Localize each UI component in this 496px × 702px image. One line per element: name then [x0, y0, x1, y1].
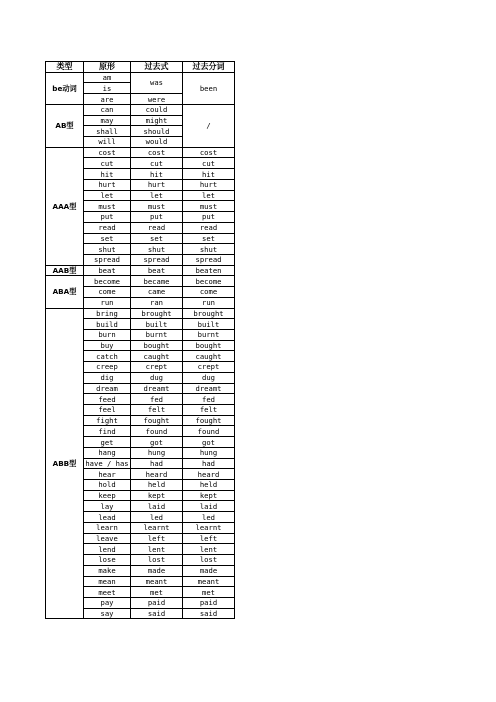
past-tense-cell: kept [131, 490, 183, 501]
table-row [46, 72, 235, 83]
past-tense-cell: read [131, 222, 183, 233]
past-participle-cell: beaten [183, 265, 235, 276]
header-type: 类型 [46, 62, 84, 73]
verb-type-cell: be动词 [46, 72, 84, 104]
past-tense-cell: built [131, 319, 183, 330]
base-form-cell: put [84, 212, 131, 223]
base-form-cell: dig [84, 372, 131, 383]
past-tense-cell: dug [131, 372, 183, 383]
past-tense-cell: fought [131, 415, 183, 426]
header-past-participle: 过去分词 [183, 62, 235, 73]
past-tense-cell: became [131, 276, 183, 287]
base-form-cell: lose [84, 555, 131, 566]
past-participle-cell: become [183, 276, 235, 287]
verb-type-cell: AAA型 [46, 147, 84, 265]
past-tense-cell: led [131, 512, 183, 523]
past-tense-cell: must [131, 201, 183, 212]
header-base-form: 原形 [84, 62, 131, 73]
past-tense-cell: let [131, 190, 183, 201]
base-form-cell: get [84, 437, 131, 448]
past-participle-cell: lost [183, 555, 235, 566]
past-participle-cell: left [183, 533, 235, 544]
verb-type-cell: ABB型 [46, 308, 84, 619]
past-tense-cell: had [131, 458, 183, 469]
base-form-cell: beat [84, 265, 131, 276]
base-form-cell: hurt [84, 179, 131, 190]
past-tense-cell: shut [131, 244, 183, 255]
base-form-cell: hang [84, 447, 131, 458]
base-form-cell: come [84, 287, 131, 298]
base-form-cell: cut [84, 158, 131, 169]
base-form-cell: learn [84, 522, 131, 533]
past-participle-cell: cut [183, 158, 235, 169]
base-form-cell: mean [84, 576, 131, 587]
base-form-cell: are [84, 94, 131, 105]
past-tense-cell: found [131, 426, 183, 437]
past-tense-cell: fed [131, 394, 183, 405]
base-form-cell: build [84, 319, 131, 330]
base-form-cell: may [84, 115, 131, 126]
base-form-cell: feel [84, 405, 131, 416]
past-participle-cell: crept [183, 362, 235, 373]
past-tense-cell: should [131, 126, 183, 137]
header-row [46, 62, 235, 73]
past-tense-cell: beat [131, 265, 183, 276]
table-row [46, 265, 235, 276]
past-tense-cell: came [131, 287, 183, 298]
past-participle-cell: kept [183, 490, 235, 501]
base-form-cell: find [84, 426, 131, 437]
base-form-cell: become [84, 276, 131, 287]
past-participle-cell: set [183, 233, 235, 244]
past-participle-cell: must [183, 201, 235, 212]
base-form-cell: dream [84, 383, 131, 394]
past-tense-cell: felt [131, 405, 183, 416]
past-tense-cell: learnt [131, 522, 183, 533]
past-tense-cell: caught [131, 351, 183, 362]
past-tense-cell: ran [131, 297, 183, 308]
past-participle-cell: had [183, 458, 235, 469]
base-form-cell: am [84, 72, 131, 83]
past-tense-cell: cut [131, 158, 183, 169]
table-header [46, 62, 235, 73]
past-tense-cell: was [131, 72, 183, 93]
past-participle-cell: bought [183, 340, 235, 351]
past-participle-cell: hurt [183, 179, 235, 190]
past-participle-cell: met [183, 587, 235, 598]
past-participle-cell: held [183, 480, 235, 491]
past-tense-cell: cost [131, 147, 183, 158]
past-participle-cell: put [183, 212, 235, 223]
past-participle-cell: felt [183, 405, 235, 416]
past-tense-cell: brought [131, 308, 183, 319]
past-tense-cell: got [131, 437, 183, 448]
base-form-cell: read [84, 222, 131, 233]
verb-forms-table [45, 61, 235, 619]
past-tense-cell: would [131, 137, 183, 148]
base-form-cell: shall [84, 126, 131, 137]
base-form-cell: let [84, 190, 131, 201]
past-participle-cell: found [183, 426, 235, 437]
past-participle-cell: brought [183, 308, 235, 319]
past-tense-cell: meant [131, 576, 183, 587]
base-form-cell: is [84, 83, 131, 94]
base-form-cell: lend [84, 544, 131, 555]
past-participle-cell: dug [183, 372, 235, 383]
past-participle-cell: caught [183, 351, 235, 362]
past-participle-cell: led [183, 512, 235, 523]
base-form-cell: can [84, 104, 131, 115]
verb-type-cell: ABA型 [46, 276, 84, 308]
table-row [46, 308, 235, 319]
past-participle-cell: hung [183, 447, 235, 458]
base-form-cell: fight [84, 415, 131, 426]
base-form-cell: shut [84, 244, 131, 255]
base-form-cell: leave [84, 533, 131, 544]
base-form-cell: keep [84, 490, 131, 501]
base-form-cell: lay [84, 501, 131, 512]
past-tense-cell: laid [131, 501, 183, 512]
past-participle-cell: cost [183, 147, 235, 158]
base-form-cell: feed [84, 394, 131, 405]
past-tense-cell: might [131, 115, 183, 126]
header-past-tense: 过去式 [131, 62, 183, 73]
past-tense-cell: lent [131, 544, 183, 555]
past-tense-cell: left [131, 533, 183, 544]
verb-type-cell: AB型 [46, 104, 84, 147]
base-form-cell: catch [84, 351, 131, 362]
past-participle-cell: paid [183, 597, 235, 608]
past-participle-cell: laid [183, 501, 235, 512]
past-participle-cell: hit [183, 169, 235, 180]
past-tense-cell: said [131, 608, 183, 619]
past-tense-cell: bought [131, 340, 183, 351]
past-participle-cell: let [183, 190, 235, 201]
base-form-cell: will [84, 137, 131, 148]
past-participle-cell: learnt [183, 522, 235, 533]
past-participle-cell: run [183, 297, 235, 308]
base-form-cell: must [84, 201, 131, 212]
past-tense-cell: put [131, 212, 183, 223]
past-tense-cell: burnt [131, 329, 183, 340]
base-form-cell: hit [84, 169, 131, 180]
past-participle-cell: fed [183, 394, 235, 405]
past-tense-cell: spread [131, 254, 183, 265]
base-form-cell: creep [84, 362, 131, 373]
past-tense-cell: were [131, 94, 183, 105]
past-participle-cell: made [183, 565, 235, 576]
past-tense-cell: lost [131, 555, 183, 566]
past-tense-cell: hit [131, 169, 183, 180]
base-form-cell: bring [84, 308, 131, 319]
verb-type-cell: AAB型 [46, 265, 84, 276]
past-tense-cell: set [131, 233, 183, 244]
base-form-cell: say [84, 608, 131, 619]
past-participle-cell: dreamt [183, 383, 235, 394]
past-participle-cell: been [183, 72, 235, 104]
past-participle-cell: fought [183, 415, 235, 426]
past-tense-cell: met [131, 587, 183, 598]
base-form-cell: hold [84, 480, 131, 491]
past-tense-cell: held [131, 480, 183, 491]
past-tense-cell: crept [131, 362, 183, 373]
past-participle-cell: lent [183, 544, 235, 555]
base-form-cell: buy [84, 340, 131, 351]
past-tense-cell: hurt [131, 179, 183, 190]
base-form-cell: meet [84, 587, 131, 598]
base-form-cell: cost [84, 147, 131, 158]
past-participle-cell: got [183, 437, 235, 448]
table-body [46, 72, 235, 619]
base-form-cell: set [84, 233, 131, 244]
past-tense-cell: hung [131, 447, 183, 458]
past-tense-cell: paid [131, 597, 183, 608]
base-form-cell: burn [84, 329, 131, 340]
past-tense-cell: made [131, 565, 183, 576]
past-participle-cell: built [183, 319, 235, 330]
past-participle-cell: read [183, 222, 235, 233]
past-participle-cell: shut [183, 244, 235, 255]
base-form-cell: spread [84, 254, 131, 265]
table-row [46, 104, 235, 115]
base-form-cell: hear [84, 469, 131, 480]
past-participle-cell: burnt [183, 329, 235, 340]
past-participle-cell: come [183, 287, 235, 298]
past-tense-cell: heard [131, 469, 183, 480]
table-row [46, 147, 235, 158]
table-row [46, 276, 235, 287]
past-tense-cell: dreamt [131, 383, 183, 394]
base-form-cell: have / has [85, 458, 129, 468]
past-participle-cell: / [183, 104, 235, 147]
past-participle-cell: meant [183, 576, 235, 587]
base-form-cell: pay [84, 597, 131, 608]
past-tense-cell: could [131, 104, 183, 115]
past-participle-cell: heard [183, 469, 235, 480]
base-form-cell: run [84, 297, 131, 308]
past-participle-cell: spread [183, 254, 235, 265]
base-form-cell: make [84, 565, 131, 576]
base-form-cell: lead [84, 512, 131, 523]
past-participle-cell: said [183, 608, 235, 619]
